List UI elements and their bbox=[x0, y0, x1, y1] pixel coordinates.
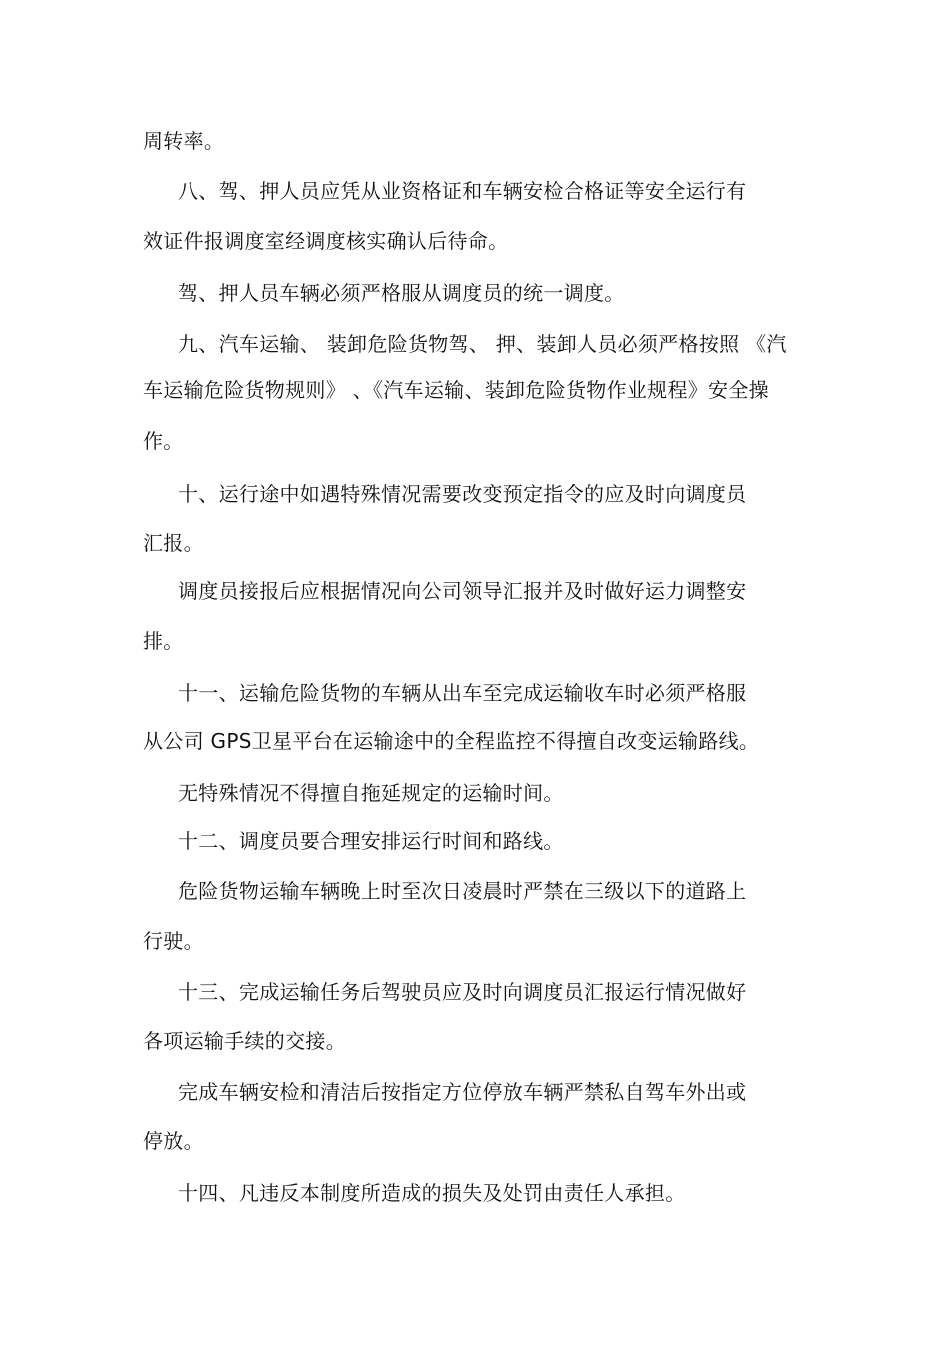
paragraph-line: 无特殊情况不得擅自拖延规定的运输时间。 bbox=[178, 781, 564, 805]
paragraph-line: 危险货物运输车辆晚上时至次日凌晨时严禁在三级以下的道路上 bbox=[178, 879, 747, 903]
paragraph-line: 行驶。 bbox=[143, 929, 204, 953]
paragraph-line: 十二、调度员要合理安排运行时间和路线。 bbox=[178, 829, 564, 853]
paragraph-line: 车运输危险货物规则》 、《汽车运输、装卸危险货物作业规程》安全操 bbox=[143, 378, 769, 402]
paragraph-line: 十三、完成运输任务后驾驶员应及时向调度员汇报运行情况做好 bbox=[178, 980, 747, 1004]
paragraph-line: 汇报。 bbox=[143, 531, 204, 555]
paragraph-line: 驾、押人员车辆必须严格服从调度员的统一调度。 bbox=[178, 281, 625, 305]
paragraph-line: 九、汽车运输、 装卸危险货物驾、 押、装卸人员必须严格按照 《汽 bbox=[178, 332, 787, 356]
paragraph-line: 各项运输手续的交接。 bbox=[143, 1029, 346, 1053]
paragraph-line: 停放。 bbox=[143, 1129, 204, 1153]
paragraph-line: 从公司 GPS卫星平台在运输途中的全程监控不得擅自改变运输路线。 bbox=[143, 729, 760, 753]
paragraph-line: 周转率。 bbox=[143, 129, 225, 153]
paragraph-line: 排。 bbox=[143, 629, 184, 653]
paragraph-line: 十一、运输危险货物的车辆从出车至完成运输收车时必须严格服 bbox=[178, 681, 747, 705]
paragraph-line: 十四、凡违反本制度所造成的损失及处罚由责任人承担。 bbox=[178, 1181, 686, 1205]
paragraph-line: 效证件报调度室经调度核实确认后待命。 bbox=[143, 229, 509, 253]
paragraph-line: 调度员接报后应根据情况向公司领导汇报并及时做好运力调整安 bbox=[178, 579, 747, 603]
paragraph-line: 作。 bbox=[143, 429, 184, 453]
paragraph-line: 完成车辆安检和清洁后按指定方位停放车辆严禁私自驾车外出或 bbox=[178, 1080, 747, 1104]
paragraph-line: 十、运行途中如遇特殊情况需要改变预定指令的应及时向调度员 bbox=[178, 482, 747, 506]
paragraph-line: 八、驾、押人员应凭从业资格证和车辆安检合格证等安全运行有 bbox=[178, 179, 747, 203]
